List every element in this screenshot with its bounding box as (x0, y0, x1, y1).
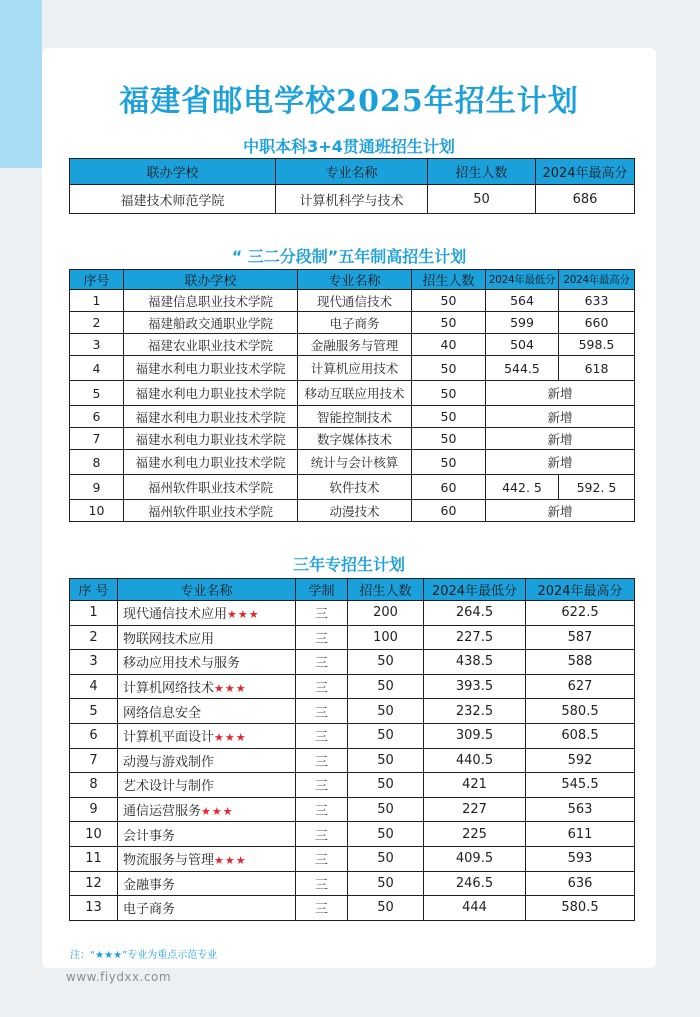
cell-school: 福建农业职业技术学院 (124, 334, 298, 356)
cell-years: 三 (296, 822, 348, 847)
cell-no: 9 (70, 475, 124, 500)
major-name: 现代通信技术应用 (123, 607, 228, 623)
cell-max-score: 563 (526, 797, 635, 822)
cell-new-badge: 新增 (486, 406, 635, 428)
cell-no: 10 (70, 500, 124, 522)
cell-major (118, 846, 296, 871)
major-name: 会计事务 (123, 828, 176, 844)
cell-max-score: 660 (559, 312, 635, 334)
section3-table (69, 578, 635, 921)
cell-school: 福建水利电力职业技术学院 (124, 406, 298, 428)
cell-min-score: 227 (424, 797, 526, 822)
table-row (70, 601, 635, 626)
cell-min-score: 409.5 (424, 846, 526, 871)
table-header-row (70, 579, 635, 601)
cell-max-score: 633 (559, 290, 635, 312)
cell-max-score: 611 (526, 822, 635, 847)
cell-max-score: 580.5 (526, 896, 635, 921)
cell-max-score: 618 (559, 356, 635, 381)
section1-title: 中职本科3+4贯通班招生计划 (243, 137, 455, 156)
cell-major (118, 699, 296, 724)
table-row (70, 797, 635, 822)
column-header: 专业名称 (118, 579, 296, 601)
cell-years: 三 (296, 896, 348, 921)
major-name: 通信运营服务 (123, 804, 202, 820)
cell-count: 50 (348, 650, 424, 675)
major-name: 移动应用技术与服务 (123, 656, 241, 672)
table-row (70, 334, 635, 356)
cell-school: 福建水利电力职业技术学院 (124, 450, 298, 475)
cell-no: 8 (70, 773, 118, 798)
cell-max-score: 587 (526, 625, 635, 650)
cell-years: 三 (296, 797, 348, 822)
cell-major (118, 773, 296, 798)
cell-major: 现代通信技术 (298, 290, 412, 312)
table-row (70, 650, 635, 675)
table-row (70, 312, 635, 334)
major-name: 电子商务 (123, 902, 176, 918)
table-row (70, 773, 635, 798)
table-row (70, 846, 635, 871)
cell-no: 2 (70, 625, 118, 650)
cell-count: 50 (348, 674, 424, 699)
cell-years: 三 (296, 601, 348, 626)
cell-major (118, 723, 296, 748)
cell-no: 12 (70, 871, 118, 896)
cell-count: 50 (348, 871, 424, 896)
cell-max-score: 592. 5 (559, 475, 635, 500)
key-major-star-icon: ★★★ (214, 854, 247, 868)
column-header: 2024年最低分 (486, 270, 559, 290)
major-name: 动漫与游戏制作 (123, 754, 215, 770)
column-header: 招生人数 (412, 270, 486, 290)
watermark: www.fiydxx.com (66, 970, 172, 984)
cell-major: 电子商务 (298, 312, 412, 334)
section3-table-body (70, 601, 635, 921)
cell-count: 50 (412, 290, 486, 312)
cell-years: 三 (296, 846, 348, 871)
cell-max-score: 608.5 (526, 723, 635, 748)
table-row (70, 699, 635, 724)
cell-years: 三 (296, 625, 348, 650)
column-header: 专业名称 (276, 159, 428, 185)
cell-min-score: 438.5 (424, 650, 526, 675)
column-header: 联办学校 (124, 270, 298, 290)
table-row (70, 428, 635, 450)
column-header: 专业名称 (298, 270, 412, 290)
table-row (70, 185, 635, 214)
cell-count: 50 (348, 797, 424, 822)
cell-major (118, 896, 296, 921)
cell-min-score: 227.5 (424, 625, 526, 650)
column-header: 联办学校 (70, 159, 276, 185)
cell-major (118, 650, 296, 675)
table-row (70, 500, 635, 522)
cell-max-score: 686 (536, 185, 635, 214)
table-row (70, 625, 635, 650)
cell-major (118, 871, 296, 896)
table-row (70, 674, 635, 699)
major-name: 计算机网络技术 (123, 681, 215, 697)
cell-min-score: 444 (424, 896, 526, 921)
cell-no: 9 (70, 797, 118, 822)
cell-major (118, 625, 296, 650)
key-major-star-icon: ★★★ (214, 731, 247, 745)
cell-count: 50 (348, 773, 424, 798)
cell-major: 计算机科学与技术 (276, 185, 428, 214)
major-name: 艺术设计与制作 (123, 779, 215, 795)
major-name: 计算机平面设计 (123, 730, 215, 746)
cell-no: 4 (70, 674, 118, 699)
cell-new-badge: 新增 (486, 381, 635, 406)
cell-no: 11 (70, 846, 118, 871)
cell-no: 7 (70, 748, 118, 773)
cell-major (118, 601, 296, 626)
cell-min-score: 564 (486, 290, 559, 312)
table-row (70, 896, 635, 921)
column-header: 学制 (296, 579, 348, 601)
cell-count: 60 (412, 475, 486, 500)
cell-years: 三 (296, 871, 348, 896)
cell-major: 计算机应用技术 (298, 356, 412, 381)
cell-school: 福建船政交通职业学院 (124, 312, 298, 334)
section2-title: “ 三二分段制”五年制高招生计划 (231, 247, 467, 266)
section2-table (69, 269, 635, 522)
cell-major: 动漫技术 (298, 500, 412, 522)
cell-count: 50 (348, 723, 424, 748)
cell-count: 50 (412, 406, 486, 428)
major-name: 网络信息安全 (123, 705, 202, 721)
cell-no: 8 (70, 450, 124, 475)
cell-new-badge: 新增 (486, 500, 635, 522)
cell-min-score: 442. 5 (486, 475, 559, 500)
cell-count: 50 (348, 896, 424, 921)
cell-min-score: 504 (486, 334, 559, 356)
cell-major (118, 822, 296, 847)
table-row (70, 406, 635, 428)
table-row (70, 748, 635, 773)
cell-min-score: 599 (486, 312, 559, 334)
cell-years: 三 (296, 748, 348, 773)
cell-count: 50 (348, 846, 424, 871)
cell-max-score: 622.5 (526, 601, 635, 626)
cell-min-score: 421 (424, 773, 526, 798)
cell-major (118, 797, 296, 822)
key-major-star-icon: ★★★ (227, 608, 260, 622)
column-header: 2024年最低分 (424, 579, 526, 601)
table-header-row (70, 159, 635, 185)
cell-major (118, 748, 296, 773)
table-row (70, 290, 635, 312)
major-name: 物联网技术应用 (123, 631, 215, 647)
cell-school: 福建水利电力职业技术学院 (124, 356, 298, 381)
cell-no: 10 (70, 822, 118, 847)
cell-school: 福建信息职业技术学院 (124, 290, 298, 312)
cell-no: 5 (70, 699, 118, 724)
cell-count: 50 (412, 428, 486, 450)
cell-count: 200 (348, 601, 424, 626)
cell-count: 50 (348, 822, 424, 847)
cell-no: 13 (70, 896, 118, 921)
cell-school: 福建水利电力职业技术学院 (124, 428, 298, 450)
cell-no: 6 (70, 406, 124, 428)
column-header: 招生人数 (348, 579, 424, 601)
cell-min-score: 440.5 (424, 748, 526, 773)
cell-min-score: 264.5 (424, 601, 526, 626)
section1-table (69, 158, 635, 214)
cell-count: 40 (412, 334, 486, 356)
cell-count: 60 (412, 500, 486, 522)
cell-count: 100 (348, 625, 424, 650)
footnote: 注：“★★★”专业为重点示范专业 (70, 950, 218, 961)
cell-max-score: 636 (526, 871, 635, 896)
column-header: 2024年最高分 (526, 579, 635, 601)
cell-count: 50 (412, 312, 486, 334)
table-row (70, 450, 635, 475)
cell-school: 福州软件职业技术学院 (124, 475, 298, 500)
cell-major: 智能控制技术 (298, 406, 412, 428)
cell-max-score: 580.5 (526, 699, 635, 724)
cell-years: 三 (296, 650, 348, 675)
cell-count: 50 (412, 381, 486, 406)
cell-major (118, 674, 296, 699)
cell-max-score: 545.5 (526, 773, 635, 798)
column-header: 序号 (70, 270, 124, 290)
cell-count: 50 (428, 185, 536, 214)
cell-min-score: 225 (424, 822, 526, 847)
cell-max-score: 627 (526, 674, 635, 699)
column-header: 序 号 (70, 579, 118, 601)
cell-max-score: 588 (526, 650, 635, 675)
cell-no: 4 (70, 356, 124, 381)
cell-min-score: 246.5 (424, 871, 526, 896)
key-major-star-icon: ★★★ (201, 805, 234, 819)
table-row (70, 822, 635, 847)
cell-min-score: 393.5 (424, 674, 526, 699)
page-title: 福建省邮电学校2025年招生计划 (119, 84, 579, 119)
cell-count: 50 (412, 356, 486, 381)
cell-school: 福建技术师范学院 (70, 185, 276, 214)
cell-count: 50 (348, 748, 424, 773)
table-row (70, 356, 635, 381)
cell-years: 三 (296, 674, 348, 699)
cell-major: 数字媒体技术 (298, 428, 412, 450)
cell-min-score: 544.5 (486, 356, 559, 381)
column-header: 招生人数 (428, 159, 536, 185)
column-header: 2024年最高分 (536, 159, 635, 185)
cell-no: 5 (70, 381, 124, 406)
cell-count: 50 (412, 450, 486, 475)
cell-no: 2 (70, 312, 124, 334)
column-header: 2024年最高分 (559, 270, 635, 290)
corner-decoration (0, 0, 42, 168)
section2-table-body (70, 290, 635, 522)
cell-max-score: 593 (526, 846, 635, 871)
cell-major: 软件技术 (298, 475, 412, 500)
major-name: 物流服务与管理 (123, 853, 215, 869)
cell-max-score: 592 (526, 748, 635, 773)
cell-new-badge: 新增 (486, 450, 635, 475)
table-row (70, 381, 635, 406)
cell-no: 6 (70, 723, 118, 748)
major-name: 金融事务 (123, 877, 176, 893)
table-row (70, 475, 635, 500)
cell-school: 福建水利电力职业技术学院 (124, 381, 298, 406)
poster-card (42, 48, 656, 968)
cell-no: 1 (70, 290, 124, 312)
cell-no: 3 (70, 334, 124, 356)
cell-max-score: 598.5 (559, 334, 635, 356)
cell-major: 金融服务与管理 (298, 334, 412, 356)
cell-major: 移动互联应用技术 (298, 381, 412, 406)
cell-count: 50 (348, 699, 424, 724)
cell-min-score: 232.5 (424, 699, 526, 724)
cell-new-badge: 新增 (486, 428, 635, 450)
cell-years: 三 (296, 773, 348, 798)
table-row (70, 871, 635, 896)
section3-title: 三年专招生计划 (292, 555, 405, 574)
cell-years: 三 (296, 723, 348, 748)
table-row (70, 723, 635, 748)
cell-no: 1 (70, 601, 118, 626)
cell-no: 7 (70, 428, 124, 450)
key-major-star-icon: ★★★ (214, 682, 247, 696)
cell-min-score: 309.5 (424, 723, 526, 748)
table-header-row (70, 270, 635, 290)
cell-major: 统计与会计核算 (298, 450, 412, 475)
cell-years: 三 (296, 699, 348, 724)
cell-no: 3 (70, 650, 118, 675)
cell-school: 福州软件职业技术学院 (124, 500, 298, 522)
